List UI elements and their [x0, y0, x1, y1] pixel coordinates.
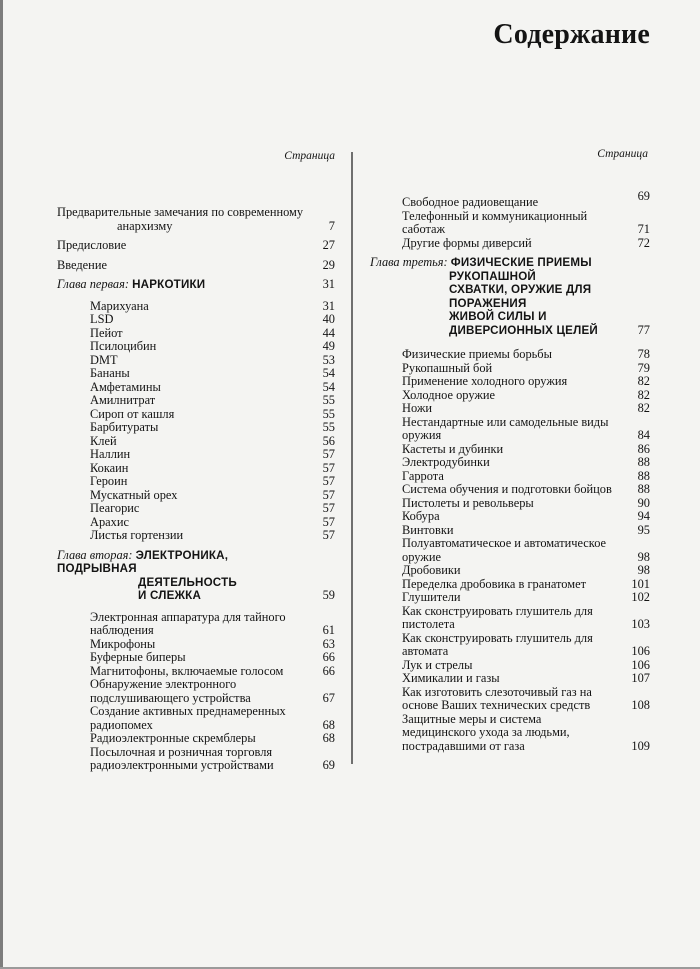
entry-title: [402, 578, 624, 592]
page-number: 57: [322, 514, 335, 529]
entry-title-line: наблюдения: [90, 623, 154, 637]
page-number: 82: [637, 374, 650, 388]
column-header-right: Страница: [597, 148, 648, 160]
entry-title: [57, 239, 309, 253]
toc-entry: [370, 672, 650, 686]
entry-title-line: DMT: [90, 352, 118, 367]
toc-chapter: [370, 256, 650, 337]
entry-title: [90, 300, 309, 314]
entry-title-line: Амфетамины: [90, 379, 161, 394]
toc-entry: [57, 340, 335, 354]
chapter-title-line: ЖИВОЙ СИЛЫ И: [449, 310, 547, 323]
page-number: 57: [322, 447, 335, 461]
entry-title-line: автомата: [402, 644, 449, 658]
page-number: 53: [322, 352, 335, 367]
toc-entry: [370, 497, 650, 511]
entry-title: [402, 659, 624, 673]
entry-title: [402, 456, 624, 470]
page-number: 57: [322, 474, 335, 488]
page-number: 69: [637, 189, 650, 203]
entry-title: [90, 732, 309, 746]
entry-title-line: Создание активных преднамеренных: [90, 704, 286, 718]
entry-title-line: Нестандартные или самодельные виды: [402, 414, 609, 429]
column-header-left: Страница: [284, 150, 335, 162]
toc-entry: [370, 632, 650, 659]
toc-entry: [57, 354, 335, 368]
toc-entry: [57, 705, 335, 732]
entry-title: [402, 672, 624, 686]
entry-title-line: Микрофоны: [90, 636, 156, 651]
page-number: 88: [637, 468, 650, 483]
toc-entry: [57, 300, 335, 314]
page-number: 77: [637, 322, 650, 337]
toc-entry: [57, 408, 335, 422]
toc-entry: [57, 746, 335, 773]
page-number: 86: [637, 441, 650, 456]
toc-entry: [57, 448, 335, 462]
entry-title: [90, 746, 309, 773]
entry-title: [90, 327, 309, 341]
page-number: 78: [637, 347, 650, 361]
page-number: 55: [322, 406, 335, 421]
page-number: 106: [631, 657, 650, 672]
toc-entry: [370, 578, 650, 592]
page-number: 57: [322, 501, 335, 515]
entry-title: [402, 537, 624, 564]
page-number: 98: [637, 563, 650, 577]
toc-entry: [57, 313, 335, 327]
page-number: 57: [322, 460, 335, 475]
entry-title: [57, 206, 309, 233]
toc-entry: [370, 605, 650, 632]
entry-title: [90, 489, 309, 503]
chapter-label: Глава третья:: [370, 255, 451, 269]
entry-title: [90, 435, 309, 449]
entry-title-line: оружие: [402, 549, 441, 564]
toc-entry: [370, 524, 650, 538]
entry-title-line: Буферные биперы: [90, 650, 186, 664]
entry-title: [402, 389, 624, 403]
entry-title-line: Мускатный орех: [90, 487, 178, 502]
toc-entry: [370, 456, 650, 470]
entry-title: [402, 497, 624, 511]
page-number: 90: [637, 495, 650, 510]
toc-entry: [57, 367, 335, 381]
entry-title-line: Листья гортензии: [90, 528, 184, 542]
toc-entry: [57, 611, 335, 638]
toc-entry: [370, 189, 650, 210]
entry-title: [90, 421, 309, 435]
chapter-title-line: И СЛЕЖКА: [138, 589, 202, 602]
entry-title-line: Кастеты и дубинки: [402, 441, 504, 456]
entry-title-line: Рукопашный бой: [402, 360, 493, 375]
page-number: 54: [322, 366, 335, 380]
entry-title-line: Барбитураты: [90, 420, 159, 434]
entry-title-line: радиопомех: [90, 717, 153, 732]
entry-title: [90, 665, 309, 679]
entry-title: [90, 340, 309, 354]
entry-title: [90, 651, 309, 665]
entry-title: [90, 529, 309, 543]
chapter-title-line: ДЕЯТЕЛЬНОСТЬ: [138, 575, 237, 589]
entry-title-line: Физические приемы борьбы: [402, 347, 552, 361]
page-number: 55: [322, 420, 335, 434]
entry-title-line: Электродубинки: [402, 455, 490, 469]
entry-title-line: пистолета: [402, 617, 455, 631]
toc-entry: [370, 402, 650, 416]
entry-title-line: Предварительные замечания по современному: [57, 205, 304, 219]
column-divider: [351, 152, 353, 764]
chapter-title-line: СХВАТКИ, ОРУЖИЕ ДЛЯ: [449, 283, 592, 296]
page-number: 31: [322, 298, 335, 313]
entry-title: [402, 713, 624, 754]
entry-title-line: Наллин: [90, 447, 131, 461]
entry-title: [90, 408, 309, 422]
entry-title: [402, 402, 624, 416]
entry-title-line: LSD: [90, 312, 114, 326]
toc-entry: [57, 206, 335, 233]
entry-title-line: радиоэлектронными устройствами: [90, 758, 274, 772]
toc-entry: [57, 732, 335, 746]
toc-entry: [57, 516, 335, 530]
page-number: 44: [322, 325, 335, 340]
toc-entry: [370, 443, 650, 457]
entry-title-line: Амилнитрат: [90, 393, 156, 407]
page-number: 29: [322, 257, 335, 272]
toc-entry: [370, 713, 650, 754]
chapter-title-line: ДИВЕРСИОННЫХ ЦЕЛЕЙ: [449, 323, 598, 337]
page-number: 103: [631, 617, 650, 631]
entry-title: [402, 564, 624, 578]
entry-title-line: Лук и стрелы: [402, 657, 473, 672]
toc-entry: [57, 678, 335, 705]
entry-title: [90, 502, 309, 516]
toc-entry: [57, 435, 335, 449]
entry-title-line: Телефонный и коммуникационный: [402, 208, 588, 223]
page-number: 63: [322, 636, 335, 651]
entry-title-line: Винтовки: [402, 522, 454, 537]
entry-title-line: Как сконструировать глушитель для: [402, 603, 593, 618]
entry-title-line: Защитные меры и система: [402, 711, 542, 726]
toc-entry: [370, 237, 650, 251]
page-number: 79: [637, 360, 650, 375]
page-number: 108: [631, 698, 650, 712]
entry-title-line: Полуавтоматическое и автоматическое: [402, 536, 607, 550]
chapter-label: Глава первая:: [57, 277, 133, 291]
page-number: 49: [322, 339, 335, 353]
entry-title: [90, 678, 309, 705]
entry-title: [402, 416, 624, 443]
toc-entry: [57, 638, 335, 652]
entry-title-line: Система обучения и подготовки бойцов: [402, 482, 612, 496]
chapter-title-line: НАРКОТИКИ: [132, 278, 206, 291]
page-number: 106: [631, 644, 650, 658]
entry-title-line: Как сконструировать глушитель для: [402, 630, 593, 645]
entry-title-line: анархизму: [117, 218, 173, 233]
entry-title-line: Как изготовить слезоточивый газ на: [402, 684, 592, 699]
entry-title-line: Другие формы диверсий: [402, 235, 532, 250]
entry-title-line: Магнитофоны, включаемые голосом: [90, 663, 284, 678]
entry-title: [90, 313, 309, 327]
page-number: 66: [322, 650, 335, 664]
entry-title-line: Бананы: [90, 366, 130, 380]
page-number: 7: [328, 218, 335, 233]
scan-edge-left: [0, 0, 3, 969]
toc-entry: [57, 529, 335, 543]
entry-title: [402, 470, 624, 484]
entry-title-line: Свободное радиовещание: [402, 195, 539, 209]
entry-title-line: Арахис: [90, 514, 129, 529]
page-number: 101: [631, 576, 650, 591]
page-number: 67: [322, 690, 335, 705]
toc-entry: [57, 665, 335, 679]
entry-title: [402, 375, 624, 389]
entry-title-line: основе Ваших технических средств: [402, 698, 591, 712]
entry-title-line: саботаж: [402, 222, 446, 236]
toc-entry: [57, 651, 335, 665]
toc-entry: [57, 489, 335, 503]
entry-title-line: Сироп от кашля: [90, 406, 175, 421]
entry-title-line: Ножи: [402, 401, 433, 415]
chapter-title-line: ФИЗИЧЕСКИЕ ПРИЕМЫ: [450, 256, 592, 269]
toc-entry: [370, 510, 650, 524]
entry-title: [402, 686, 624, 713]
entry-title: [402, 605, 624, 632]
entry-title: [402, 632, 624, 659]
page-number: 68: [322, 731, 335, 745]
page-number: 94: [637, 509, 650, 523]
entry-title-line: подслушивающего устройства: [90, 690, 251, 705]
page-number: 57: [322, 528, 335, 542]
page-number: 66: [322, 663, 335, 678]
entry-title-line: Кокаин: [90, 460, 129, 475]
page-number: 54: [322, 379, 335, 394]
entry-title-line: пострадавшими от газа: [402, 738, 525, 753]
toc-entry: [370, 389, 650, 403]
entry-title: [402, 210, 624, 237]
entry-title: [402, 483, 624, 497]
page-number: 71: [637, 222, 650, 236]
entry-title-line: Пейот: [90, 325, 123, 340]
page-number: 95: [637, 522, 650, 537]
entry-title: [402, 348, 624, 362]
page-number: 82: [637, 387, 650, 402]
page-number: 84: [637, 428, 650, 442]
page-number: 61: [322, 623, 335, 637]
toc-entry: [57, 327, 335, 341]
entry-title-line: оружия: [402, 428, 442, 442]
chapter-title-line: ЭЛЕКТРОНИКА, ПОДРЫВНАЯ: [57, 548, 229, 575]
toc-entry: [370, 686, 650, 713]
entry-title: [90, 475, 309, 489]
page-number: 56: [322, 433, 335, 448]
entry-title: [90, 448, 309, 462]
toc-column-left: [57, 150, 335, 773]
toc-entry: [370, 375, 650, 389]
page-number: 102: [631, 590, 650, 604]
entry-title-line: Гаррота: [402, 468, 444, 483]
entry-title: [90, 516, 309, 530]
page-title: Содержание: [493, 19, 650, 50]
entry-title-line: Пистолеты и револьверы: [402, 495, 534, 510]
toc-entry: [57, 259, 335, 273]
entry-title-line: Переделка дробовика в гранатомет: [402, 576, 587, 591]
entry-title: [90, 394, 309, 408]
toc-list-left: [57, 206, 335, 773]
toc-chapter: [57, 278, 335, 292]
entry-title: [402, 443, 624, 457]
toc-list-right: [370, 189, 650, 753]
entry-title: [402, 510, 624, 524]
entry-title-line: Марихуана: [90, 298, 149, 313]
toc-entry: [57, 462, 335, 476]
entry-title-line: Применение холодного оружия: [402, 374, 568, 388]
page-number: 69: [322, 758, 335, 772]
entry-title-line: Героин: [90, 474, 128, 488]
entry-title: [402, 362, 624, 376]
toc-entry: [370, 564, 650, 578]
entry-title-line: Дробовики: [402, 563, 461, 577]
entry-title-line: Введение: [57, 257, 107, 272]
page-number: 31: [322, 277, 335, 291]
entry-title-line: медицинского ухода за людьми,: [402, 725, 570, 739]
entry-title-line: Электронная аппаратура для тайного: [90, 609, 286, 624]
entry-title: [90, 367, 309, 381]
entry-title: [402, 237, 624, 251]
chapter-title-line: РУКОПАШНОЙ: [449, 269, 536, 283]
entry-title-line: Радиоэлектронные скремблеры: [90, 731, 256, 745]
toc-column-right: [370, 148, 650, 753]
entry-title-line: Пеагорис: [90, 501, 140, 515]
page-number: 82: [637, 401, 650, 415]
toc-entry: [370, 470, 650, 484]
entry-title-line: Кобура: [402, 509, 440, 523]
entry-title: [402, 524, 624, 538]
chapter-title-line: ПОРАЖЕНИЯ: [449, 296, 527, 310]
chapter-title: [132, 278, 205, 291]
entry-title: [90, 354, 309, 368]
page-number: 107: [631, 671, 650, 685]
toc-entry: [57, 475, 335, 489]
chapter-label: Глава вторая:: [57, 547, 136, 562]
toc-entry: [370, 591, 650, 605]
entry-title: [57, 259, 309, 273]
toc-entry: [57, 394, 335, 408]
page-number: 59: [322, 588, 335, 602]
page-number: 72: [637, 235, 650, 250]
entry-title-line: Посылочная и розничная торговля: [90, 744, 273, 759]
toc-entry: [57, 421, 335, 435]
entry-title-line: Холодное оружие: [402, 387, 496, 402]
toc-entry: [370, 362, 650, 376]
entry-title-line: Глушители: [402, 590, 461, 604]
page-number: 68: [322, 717, 335, 732]
entry-title: [90, 638, 309, 652]
page-number: 88: [637, 455, 650, 469]
page-number: 98: [637, 549, 650, 564]
entry-title-line: Клей: [90, 433, 117, 448]
entry-title-line: Обнаружение электронного: [90, 677, 237, 691]
toc-entry: [57, 239, 335, 253]
toc-entry: [370, 210, 650, 237]
entry-title: [402, 196, 624, 210]
toc-chapter: [57, 549, 335, 603]
entry-title: [90, 705, 309, 732]
toc-entry: [370, 537, 650, 564]
page-number: 55: [322, 393, 335, 407]
entry-title-line: Предисловие: [57, 238, 127, 252]
entry-title-line: Псилоцибин: [90, 339, 157, 353]
toc-entry: [370, 659, 650, 673]
toc-entry: [370, 483, 650, 497]
page-number: 27: [322, 238, 335, 252]
toc-entry: [370, 348, 650, 362]
toc-entry: [57, 502, 335, 516]
page-number: 88: [637, 482, 650, 496]
entry-title: [90, 381, 309, 395]
toc-entry: [370, 416, 650, 443]
entry-title: [402, 591, 624, 605]
entry-title: [90, 462, 309, 476]
page-number: 109: [631, 738, 650, 753]
entry-title-line: Химикалии и газы: [402, 671, 500, 685]
page-number: 57: [322, 487, 335, 502]
page-number: 40: [322, 312, 335, 326]
toc-entry: [57, 381, 335, 395]
entry-title: [90, 611, 309, 638]
